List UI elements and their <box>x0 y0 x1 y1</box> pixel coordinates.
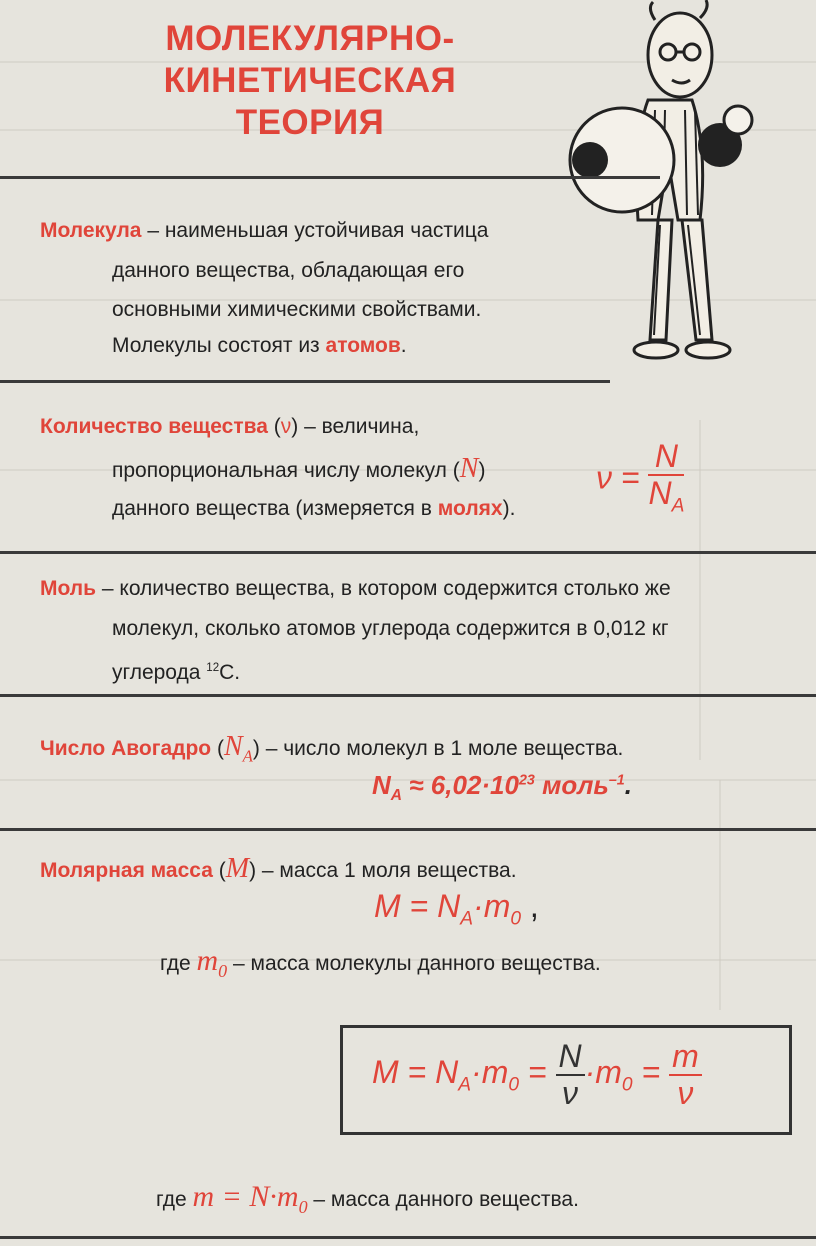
divider <box>0 176 660 179</box>
amount-text: ( <box>267 415 281 438</box>
amount-term: Количество вещества <box>40 415 268 438</box>
m0-sub: 0 <box>218 961 228 981</box>
avogadro-text: ( <box>211 737 224 760</box>
formula-part: ·m <box>473 888 511 924</box>
box-fraction-2 <box>669 1040 702 1111</box>
amount-text: данного вещества (измеряется в <box>112 497 438 520</box>
amount-definition-line-3 <box>112 490 515 527</box>
box-fraction-numerator: m <box>669 1040 702 1076</box>
molar-mass-where <box>160 942 601 990</box>
formula-sub: A <box>390 787 403 805</box>
where-text: – масса данного вещества. <box>307 1188 579 1211</box>
formula-fraction <box>648 440 684 516</box>
mass-formula-sub: 0 <box>298 1197 308 1217</box>
divider <box>0 380 610 383</box>
molar-text: ) <box>249 859 257 882</box>
molar-mass-term: Молярная масса <box>40 859 213 882</box>
avogadro-formula <box>372 770 632 805</box>
mole-text: – количество вещества, в котором содержится столько же <box>96 577 671 600</box>
nu-symbol: ν <box>280 415 292 438</box>
molecule-term: Молекула <box>40 219 142 242</box>
molar-mass-formula <box>374 888 539 930</box>
formula-sub: 0 <box>510 908 522 930</box>
molecule-definition-line-3: основными химическими свойствами. <box>112 298 482 321</box>
mole-definition-line-2: молекул, сколько атомов углерода содержится в 0,012 кг <box>112 617 669 640</box>
amount-formula <box>596 440 684 516</box>
box-formula-sub: 0 <box>621 1074 633 1096</box>
scientist-illustration <box>560 0 790 370</box>
divider <box>0 1236 816 1239</box>
molecule-text: . <box>400 334 407 357</box>
mole-text: C. <box>219 661 241 684</box>
title-line-2: КИНЕТИЧЕСКАЯ <box>163 61 457 100</box>
mole-definition-line-3 <box>112 650 240 691</box>
mole-text: углерода <box>112 661 207 684</box>
molecule-definition-line-1 <box>40 212 488 249</box>
box-formula-part <box>584 1054 670 1096</box>
avogadro-text: – число молекул в 1 моле вещества. <box>259 737 624 760</box>
isotope-superscript: 12 <box>206 662 220 674</box>
box-formula-equals: = <box>632 1054 670 1091</box>
molar-symbol: M <box>225 853 250 884</box>
box-formula-sub: 0 <box>508 1074 520 1096</box>
molecule-text: Молекулы состоят из <box>112 334 326 357</box>
amount-text: пропорциональная числу молекул ( <box>112 459 460 482</box>
formula-lhs: ν = <box>596 459 640 496</box>
box-fraction-denominator: ν <box>562 1074 579 1111</box>
box-formula <box>372 1040 702 1111</box>
where-text: где <box>160 952 197 975</box>
divider <box>0 828 816 831</box>
amount-definition-line-1 <box>40 408 419 445</box>
box-formula-m0: ·m <box>471 1054 509 1091</box>
where-text: – масса молекулы данного вещества. <box>227 952 601 975</box>
formula-sub: A <box>460 908 474 930</box>
amount-text: ). <box>502 497 516 520</box>
fraction-denominator-sub: A <box>671 494 685 516</box>
avogadro-symbol-sub: A <box>242 746 253 766</box>
box-fraction-denominator: ν <box>677 1074 694 1111</box>
amount-text: ) – величина, <box>291 415 420 438</box>
box-formula-m0: ·m <box>584 1054 622 1091</box>
title-line-3: ТЕОРИЯ <box>235 103 385 142</box>
box-formula-m: M = N <box>372 1054 459 1091</box>
page-title <box>100 18 520 144</box>
mole-term: Моль <box>40 577 97 600</box>
n-symbol: N <box>459 453 479 484</box>
formula-exponent: 23 <box>518 772 535 789</box>
formula-part: M = N <box>374 888 461 924</box>
formula-end: . <box>624 770 632 800</box>
box-formula-part <box>372 1054 556 1096</box>
fraction-numerator: N <box>648 440 684 476</box>
box-formula-equals: = <box>519 1054 556 1091</box>
divider <box>0 694 816 697</box>
box-fraction-1 <box>556 1040 585 1111</box>
where-text: где <box>156 1188 193 1211</box>
molar-mass-definition <box>40 850 517 889</box>
avogadro-text: ) <box>252 737 260 760</box>
avogadro-symbol-letter: N <box>223 731 243 762</box>
fraction-denominator <box>648 476 684 517</box>
atoms-term: атомов <box>325 334 401 357</box>
formula-part: N <box>372 770 391 800</box>
amount-text: ) <box>478 459 486 482</box>
mass-where <box>156 1178 579 1226</box>
formula-end: , <box>521 888 539 924</box>
mass-formula <box>192 1180 308 1217</box>
moles-term: молях <box>437 497 503 520</box>
avogadro-definition <box>40 728 623 775</box>
title-line-1: МОЛЕКУЛЯРНО- <box>165 19 455 58</box>
molecule-definition-line-4 <box>112 327 407 364</box>
fraction-denominator-symbol: N <box>648 474 672 511</box>
box-fraction-numerator: N <box>556 1040 585 1076</box>
avogadro-term: Число Авогадро <box>40 737 212 760</box>
amount-definition-line-2 <box>112 450 485 489</box>
avogadro-symbol <box>223 731 253 766</box>
mole-definition-line-1 <box>40 570 671 607</box>
molar-text: ( <box>212 859 226 882</box>
formula-unit: моль <box>534 770 609 800</box>
molar-text: – масса 1 моля вещества. <box>256 859 517 882</box>
mass-formula-text: m = N·m <box>192 1180 299 1213</box>
divider <box>0 551 816 554</box>
formula-unit-exponent: –1 <box>608 772 625 789</box>
molecule-definition-line-2: данного вещества, обладающая его <box>112 259 465 282</box>
m0-symbol <box>196 944 228 981</box>
m0-letter: m <box>196 944 219 977</box>
formula-part: ≈ 6,02·10 <box>402 770 519 800</box>
box-formula-sub: A <box>458 1074 472 1096</box>
molecule-text: – наименьшая устойчивая частица <box>141 219 489 242</box>
